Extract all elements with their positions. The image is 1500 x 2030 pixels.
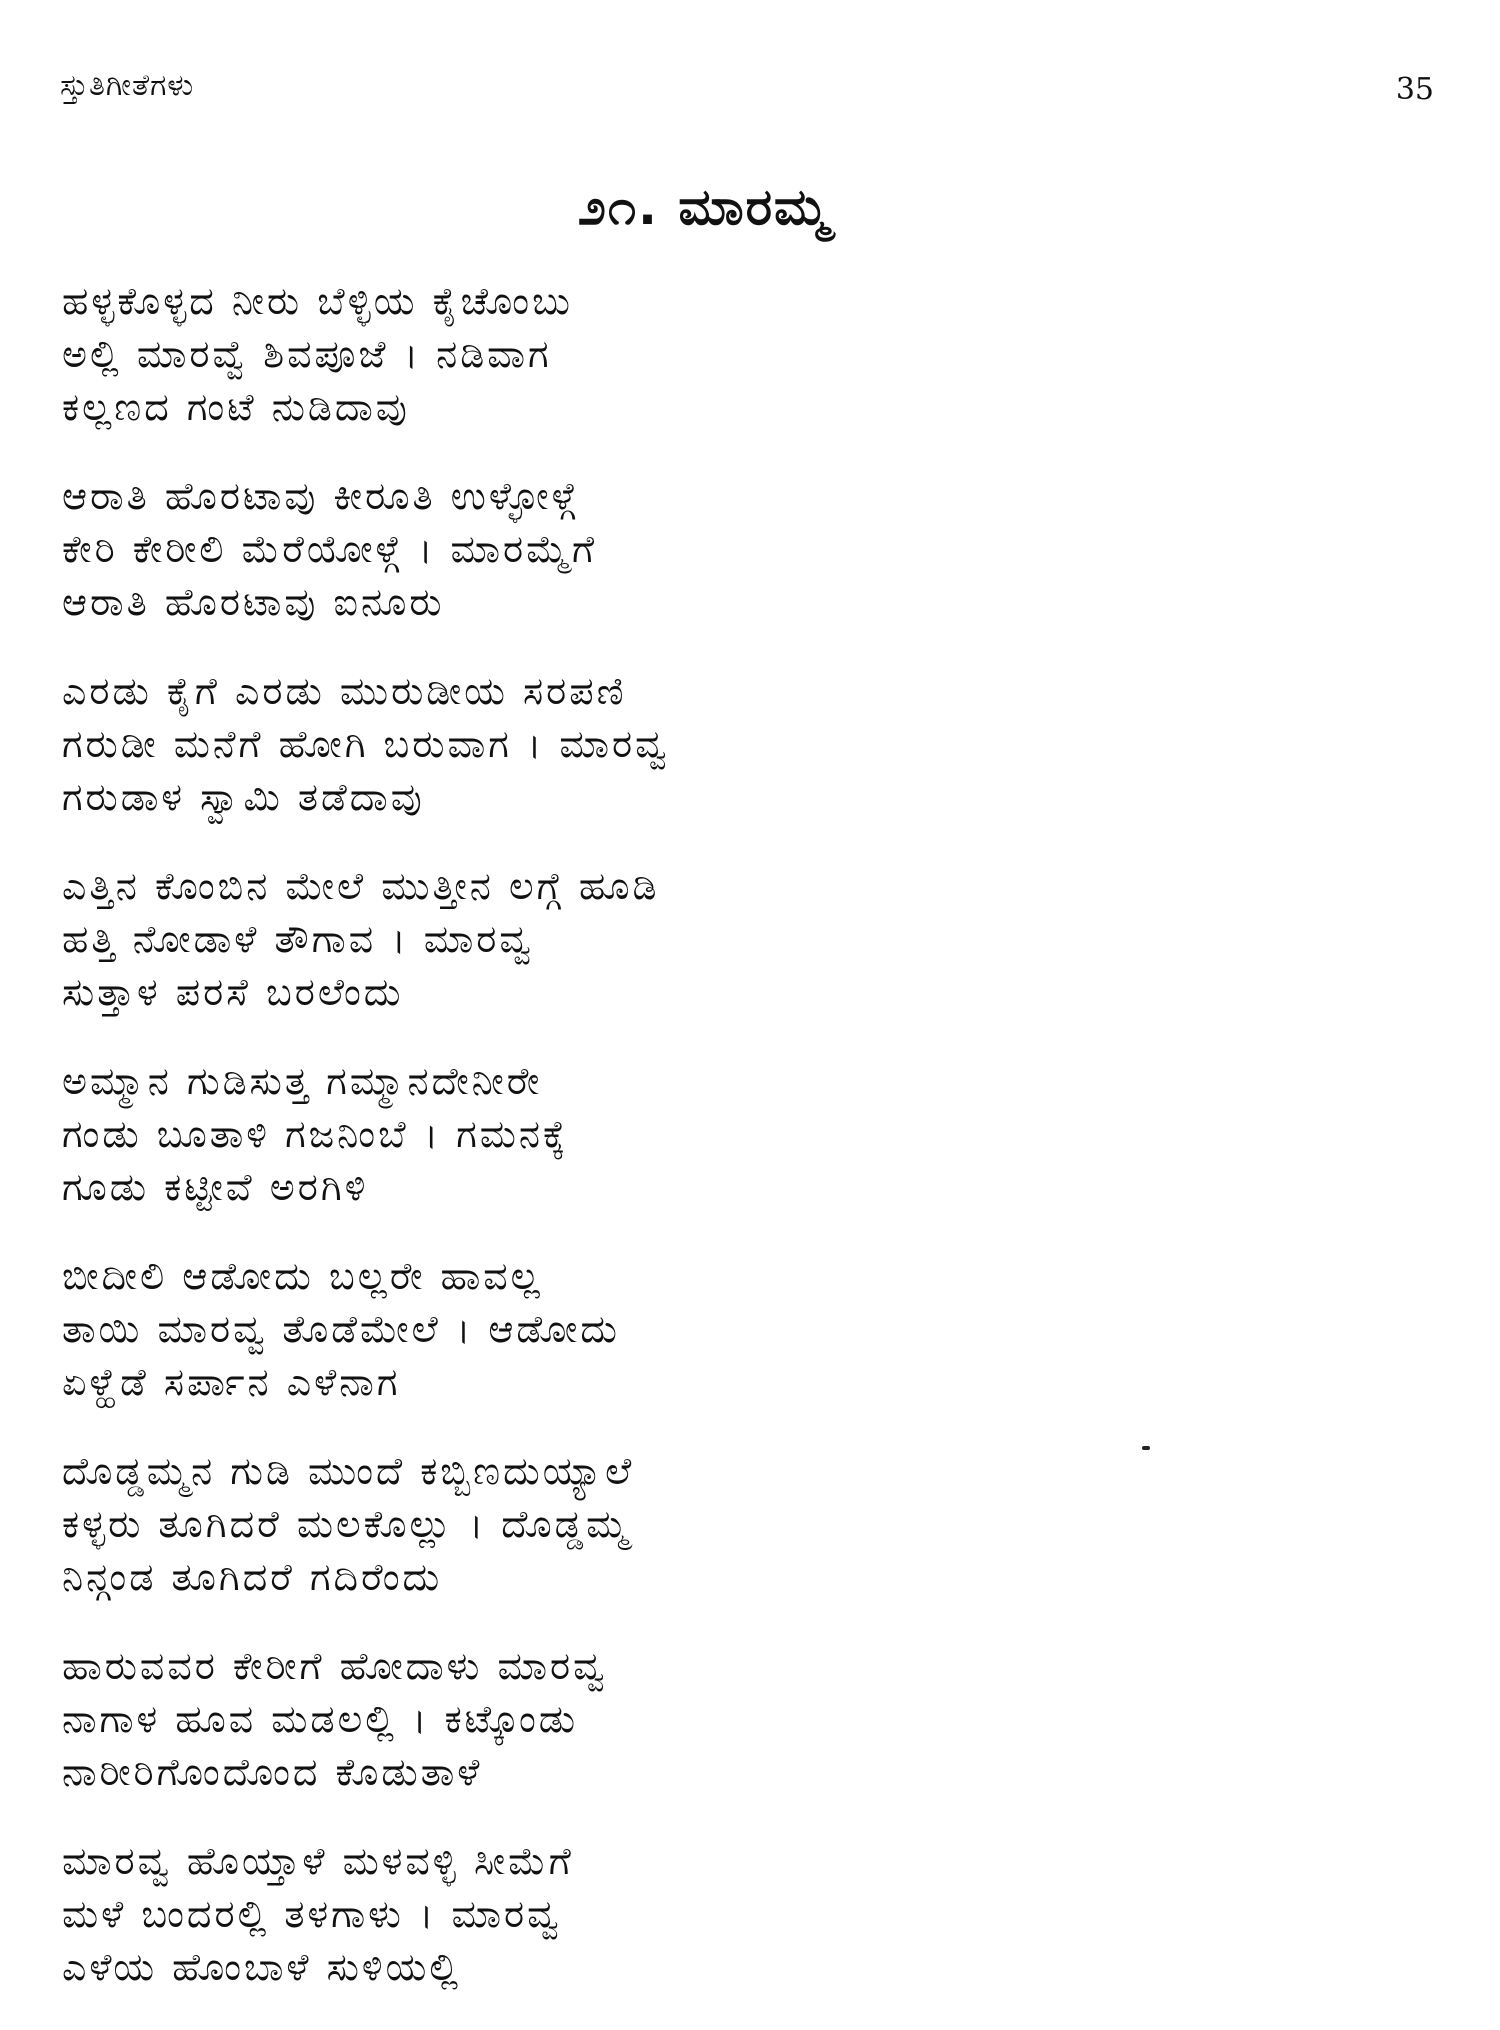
scan-speck (1142, 1446, 1150, 1450)
verse-line: ಹಳ್ಳಕೊಳ್ಳದ ನೀರು ಬೆಳ್ಳಿಯ ಕೈಚೊಂಬು (62, 279, 573, 323)
verse-line: ಸುತ್ತಾಳ ಪರಸೆ ಬರಲೆಂದು (62, 970, 404, 1014)
stanza (62, 1445, 1162, 1640)
verse-line: ಬೀದೀಲಿ ಆಡೋದು ಬಲ್ಲರೇ ಹಾವಲ್ಲ (62, 1254, 543, 1298)
verse-line: ಗಂಡು ಬೂತಾಳಿ ಗಜನಿಂಬೆ । ಗಮನಕ್ಕೆ (62, 1112, 569, 1156)
poem-body (62, 275, 1162, 2030)
verse-line: ಎರಡು ಕೈಗೆ ಎರಡು ಮುರುಡೀಯ ಸರಪಣಿ (62, 669, 627, 713)
stanza (62, 1055, 1162, 1250)
verse-line: ಮಾರವ್ವ ಹೊಯ್ತಾಳೆ ಮಳವಳ್ಳಿ ಸೀಮೆಗೆ (62, 1839, 574, 1883)
verse-line: ಅಲ್ಲಿ ಮಾರವ್ವೆ ಶಿವಪೂಜೆ । ನಡಿವಾಗ (62, 332, 552, 376)
verse-line: ಅಮ್ಮಾನ ಗುಡಿಸುತ್ತ ಗಮ್ಮಾನದೇನೀರೇ (62, 1059, 543, 1103)
verse-line: ಕಲ್ಲಣದ ಗಂಟೆ ನುಡಿದಾವು (62, 385, 410, 429)
verse-line: ಹಾರುವವರ ಕೇರೀಗೆ ಹೋದಾಳು ಮಾರವ್ವ (62, 1644, 608, 1688)
verse-line: ನಿನ್ಗಂಡ ತೂಗಿದರೆ ಗದಿರೆಂದು (62, 1555, 443, 1599)
verse-line: ಹತ್ತಿ ನೋಡಾಳೆ ತೌಗಾವ । ಮಾರವ್ವ (62, 917, 534, 961)
running-head: ಸ್ತುತಿಗೀತೆಗಳು (60, 68, 195, 103)
stanza (62, 1250, 1162, 1445)
verse-line: ಎಳೆಯ ಹೊಂಬಾಳೆ ಸುಳಿಯಲ್ಲಿ (62, 1945, 462, 1989)
stanza (62, 1835, 1162, 2030)
verse-line: ಏಳ್ಹೆಡೆ ಸರ್ಪಾನ ಎಳೆನಾಗ (62, 1360, 401, 1404)
verse-line: ಕೇರಿ ಕೇರೀಲಿ ಮೆರೆಯೋಳ್ಗೆ । ಮಾರಮ್ಮೆಗೆ (62, 527, 598, 571)
verse-line: ತಾಯಿ ಮಾರವ್ವ ತೊಡೆಮೇಲೆ । ಆಡೋದು (62, 1307, 620, 1351)
verse-line: ಎತ್ತಿನ ಕೊಂಬಿನ ಮೇಲೆ ಮುತ್ತೀನ ಲಗ್ಗೆ ಹೂಡಿ (62, 864, 660, 908)
verse-line: ಗರುಡಾಳ ಸ್ವಾಮಿ ತಡೆದಾವು (62, 775, 425, 819)
stanza (62, 860, 1162, 1055)
stanza (62, 470, 1162, 665)
verse-line: ಮಳೆ ಬಂದರಲ್ಲಿ ತಳಗಾಳು । ಮಾರವ್ವ (62, 1892, 562, 1936)
page-number: 35 (1395, 72, 1434, 107)
verse-line: ಆರಾತಿ ಹೊರಟಾವು ಕೀರೂತಿ ಉಳ್ಳೋಳ್ಗೆ (62, 474, 579, 518)
verse-line: ದೊಡ್ಡಮ್ಮನ ಗುಡಿ ಮುಂದೆ ಕಬ್ಬಿಣದುಯ್ಯಾಲೆ (62, 1449, 635, 1493)
stanza (62, 665, 1162, 860)
stanza (62, 1640, 1162, 1835)
verse-line: ನಾರೀರಿಗೊಂದೊಂದ ಕೊಡುತಾಳೆ (62, 1750, 483, 1794)
verse-line: ಕಳ್ಳರು ತೂಗಿದರೆ ಮಲಕೊಲ್ಲು । ದೊಡ್ಡಮ್ಮ (62, 1502, 631, 1546)
verse-line: ಆರಾತಿ ಹೊರಟಾವು ಐನೂರು (62, 580, 445, 624)
poem-title: ೨೧. ಮಾರಮ್ಮ (578, 178, 831, 236)
stanza (62, 275, 1162, 470)
verse-line: ಗರುಡೀ ಮನೆಗೆ ಹೋಗಿ ಬರುವಾಗ । ಮಾರವ್ವ (62, 722, 670, 766)
verse-line: ಗೂಡು ಕಟ್ಟೀವೆ ಅರಗಿಳಿ (62, 1165, 369, 1209)
verse-line: ನಾಗಾಳ ಹೂವ ಮಡಲಲ್ಲಿ । ಕಟ್ಕೊಂಡು (62, 1697, 579, 1741)
